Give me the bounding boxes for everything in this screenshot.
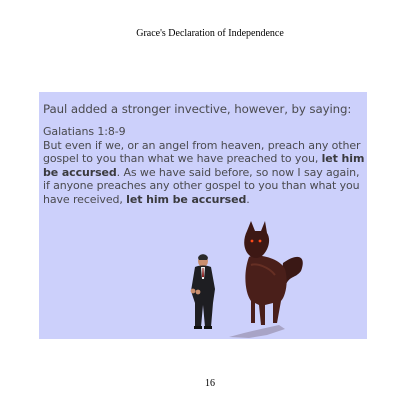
page-number: 16 — [205, 378, 215, 389]
slide-image — [39, 92, 367, 339]
verse-emphasis-1: let him be accursed — [43, 152, 365, 179]
verse-text — [43, 139, 365, 207]
wolf-shadow-icon — [229, 221, 303, 338]
verse-part-3: . — [246, 192, 250, 206]
slide-intro: Paul added a stronger invective, however, by saying: — [43, 102, 352, 116]
page-header-title: Grace's Declaration of Independence — [136, 28, 284, 39]
verse-reference: Galatians 1:8-9 — [43, 125, 126, 138]
verse-part-1: But even if we, or an angel from heaven, preach any other gospel to you than what we have preached to you, — [43, 138, 361, 165]
man-figure-icon — [191, 254, 215, 329]
verse-emphasis-2: let him be accursed — [126, 192, 247, 206]
man-and-wolf-shadow-illustration — [189, 217, 319, 339]
slide-text-block — [43, 102, 365, 206]
verse-part-2: . As we have said before, so now I say again, if anyone preaches any other gospel to you than what you have received, — [43, 165, 360, 206]
